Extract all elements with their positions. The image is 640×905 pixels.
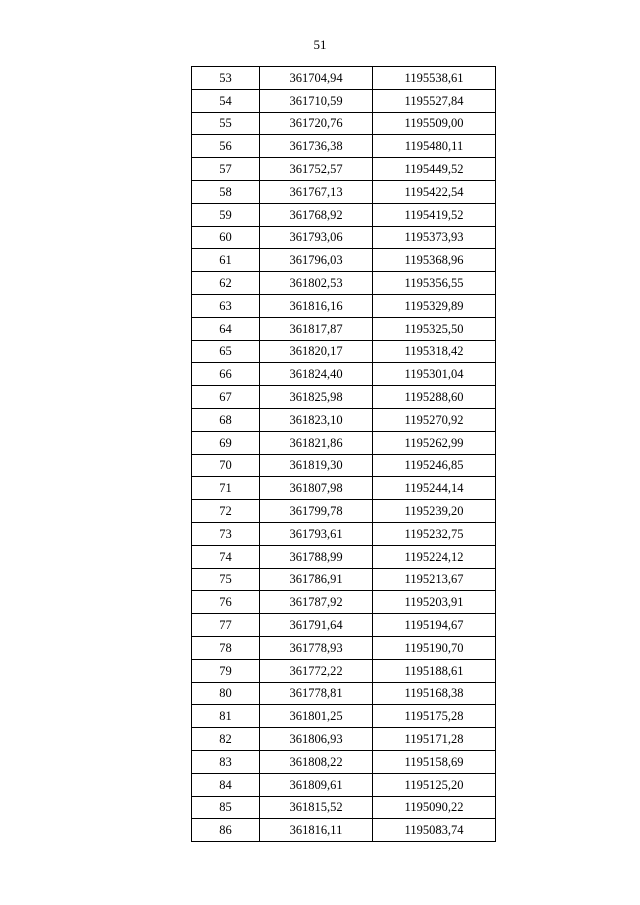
x-coordinate-cell: 361767,13 — [260, 180, 373, 203]
y-coordinate-cell: 1195318,42 — [373, 340, 496, 363]
x-coordinate-cell: 361825,98 — [260, 386, 373, 409]
point-number-cell: 73 — [192, 522, 260, 545]
y-coordinate-cell: 1195171,28 — [373, 728, 496, 751]
table-row — [192, 226, 496, 249]
point-number-cell: 72 — [192, 500, 260, 523]
x-coordinate-cell: 361824,40 — [260, 363, 373, 386]
y-coordinate-cell: 1195422,54 — [373, 180, 496, 203]
table-row — [192, 522, 496, 545]
y-coordinate-cell: 1195356,55 — [373, 272, 496, 295]
x-coordinate-cell: 361788,99 — [260, 545, 373, 568]
table-row — [192, 272, 496, 295]
table-row — [192, 112, 496, 135]
table-row — [192, 135, 496, 158]
table-row — [192, 89, 496, 112]
table-row — [192, 796, 496, 819]
page-number: 51 — [313, 37, 327, 52]
table-row — [192, 249, 496, 272]
x-coordinate-cell: 361815,52 — [260, 796, 373, 819]
y-coordinate-cell: 1195203,91 — [373, 591, 496, 614]
y-coordinate-cell: 1195244,14 — [373, 477, 496, 500]
x-coordinate-cell: 361816,11 — [260, 819, 373, 842]
point-number-cell: 75 — [192, 568, 260, 591]
table-row — [192, 203, 496, 226]
coordinates-table-body — [192, 67, 496, 842]
point-number-cell: 82 — [192, 728, 260, 751]
y-coordinate-cell: 1195538,61 — [373, 67, 496, 90]
x-coordinate-cell: 361787,92 — [260, 591, 373, 614]
y-coordinate-cell: 1195270,92 — [373, 408, 496, 431]
point-number-cell: 61 — [192, 249, 260, 272]
table-row — [192, 591, 496, 614]
x-coordinate-cell: 361752,57 — [260, 158, 373, 181]
point-number-cell: 66 — [192, 363, 260, 386]
y-coordinate-cell: 1195090,22 — [373, 796, 496, 819]
x-coordinate-cell: 361817,87 — [260, 317, 373, 340]
point-number-cell: 62 — [192, 272, 260, 295]
y-coordinate-cell: 1195194,67 — [373, 614, 496, 637]
point-number-cell: 64 — [192, 317, 260, 340]
table-row — [192, 773, 496, 796]
table-row — [192, 408, 496, 431]
y-coordinate-cell: 1195175,28 — [373, 705, 496, 728]
y-coordinate-cell: 1195224,12 — [373, 545, 496, 568]
y-coordinate-cell: 1195480,11 — [373, 135, 496, 158]
x-coordinate-cell: 361808,22 — [260, 750, 373, 773]
table-row — [192, 659, 496, 682]
table-row — [192, 294, 496, 317]
y-coordinate-cell: 1195527,84 — [373, 89, 496, 112]
point-number-cell: 81 — [192, 705, 260, 728]
table-row — [192, 180, 496, 203]
x-coordinate-cell: 361823,10 — [260, 408, 373, 431]
y-coordinate-cell: 1195188,61 — [373, 659, 496, 682]
point-number-cell: 74 — [192, 545, 260, 568]
y-coordinate-cell: 1195329,89 — [373, 294, 496, 317]
table-row — [192, 477, 496, 500]
y-coordinate-cell: 1195509,00 — [373, 112, 496, 135]
x-coordinate-cell: 361768,92 — [260, 203, 373, 226]
y-coordinate-cell: 1195213,67 — [373, 568, 496, 591]
x-coordinate-cell: 361793,06 — [260, 226, 373, 249]
point-number-cell: 70 — [192, 454, 260, 477]
x-coordinate-cell: 361778,81 — [260, 682, 373, 705]
x-coordinate-cell: 361704,94 — [260, 67, 373, 90]
point-number-cell: 63 — [192, 294, 260, 317]
x-coordinate-cell: 361802,53 — [260, 272, 373, 295]
x-coordinate-cell: 361720,76 — [260, 112, 373, 135]
y-coordinate-cell: 1195419,52 — [373, 203, 496, 226]
table-row — [192, 568, 496, 591]
x-coordinate-cell: 361799,78 — [260, 500, 373, 523]
point-number-cell: 77 — [192, 614, 260, 637]
table-row — [192, 67, 496, 90]
y-coordinate-cell: 1195262,99 — [373, 431, 496, 454]
point-number-cell: 65 — [192, 340, 260, 363]
x-coordinate-cell: 361736,38 — [260, 135, 373, 158]
table-row — [192, 705, 496, 728]
x-coordinate-cell: 361816,16 — [260, 294, 373, 317]
y-coordinate-cell: 1195190,70 — [373, 636, 496, 659]
y-coordinate-cell: 1195368,96 — [373, 249, 496, 272]
point-number-cell: 83 — [192, 750, 260, 773]
x-coordinate-cell: 361809,61 — [260, 773, 373, 796]
x-coordinate-cell: 361772,22 — [260, 659, 373, 682]
x-coordinate-cell: 361801,25 — [260, 705, 373, 728]
x-coordinate-cell: 361807,98 — [260, 477, 373, 500]
table-row — [192, 545, 496, 568]
y-coordinate-cell: 1195239,20 — [373, 500, 496, 523]
y-coordinate-cell: 1195158,69 — [373, 750, 496, 773]
point-number-cell: 55 — [192, 112, 260, 135]
table-row — [192, 636, 496, 659]
point-number-cell: 84 — [192, 773, 260, 796]
y-coordinate-cell: 1195288,60 — [373, 386, 496, 409]
table-row — [192, 728, 496, 751]
point-number-cell: 80 — [192, 682, 260, 705]
point-number-cell: 69 — [192, 431, 260, 454]
table-row — [192, 750, 496, 773]
point-number-cell: 67 — [192, 386, 260, 409]
point-number-cell: 59 — [192, 203, 260, 226]
point-number-cell: 60 — [192, 226, 260, 249]
point-number-cell: 56 — [192, 135, 260, 158]
point-number-cell: 76 — [192, 591, 260, 614]
y-coordinate-cell: 1195325,50 — [373, 317, 496, 340]
point-number-cell: 78 — [192, 636, 260, 659]
x-coordinate-cell: 361806,93 — [260, 728, 373, 751]
table-row — [192, 158, 496, 181]
y-coordinate-cell: 1195301,04 — [373, 363, 496, 386]
point-number-cell: 58 — [192, 180, 260, 203]
table-row — [192, 614, 496, 637]
y-coordinate-cell: 1195125,20 — [373, 773, 496, 796]
table-row — [192, 340, 496, 363]
table-row — [192, 363, 496, 386]
y-coordinate-cell: 1195232,75 — [373, 522, 496, 545]
point-number-cell: 53 — [192, 67, 260, 90]
point-number-cell: 71 — [192, 477, 260, 500]
x-coordinate-cell: 361793,61 — [260, 522, 373, 545]
table-row — [192, 819, 496, 842]
x-coordinate-cell: 361710,59 — [260, 89, 373, 112]
table-row — [192, 500, 496, 523]
x-coordinate-cell: 361786,91 — [260, 568, 373, 591]
point-number-cell: 54 — [192, 89, 260, 112]
table-row — [192, 682, 496, 705]
point-number-cell: 57 — [192, 158, 260, 181]
table-row — [192, 386, 496, 409]
x-coordinate-cell: 361778,93 — [260, 636, 373, 659]
x-coordinate-cell: 361821,86 — [260, 431, 373, 454]
y-coordinate-cell: 1195083,74 — [373, 819, 496, 842]
x-coordinate-cell: 361791,64 — [260, 614, 373, 637]
x-coordinate-cell: 361820,17 — [260, 340, 373, 363]
y-coordinate-cell: 1195373,93 — [373, 226, 496, 249]
coordinates-table — [191, 66, 496, 842]
point-number-cell: 85 — [192, 796, 260, 819]
point-number-cell: 68 — [192, 408, 260, 431]
point-number-cell: 79 — [192, 659, 260, 682]
x-coordinate-cell: 361796,03 — [260, 249, 373, 272]
table-row — [192, 431, 496, 454]
x-coordinate-cell: 361819,30 — [260, 454, 373, 477]
point-number-cell: 86 — [192, 819, 260, 842]
table-row — [192, 317, 496, 340]
table-row — [192, 454, 496, 477]
y-coordinate-cell: 1195246,85 — [373, 454, 496, 477]
y-coordinate-cell: 1195449,52 — [373, 158, 496, 181]
y-coordinate-cell: 1195168,38 — [373, 682, 496, 705]
